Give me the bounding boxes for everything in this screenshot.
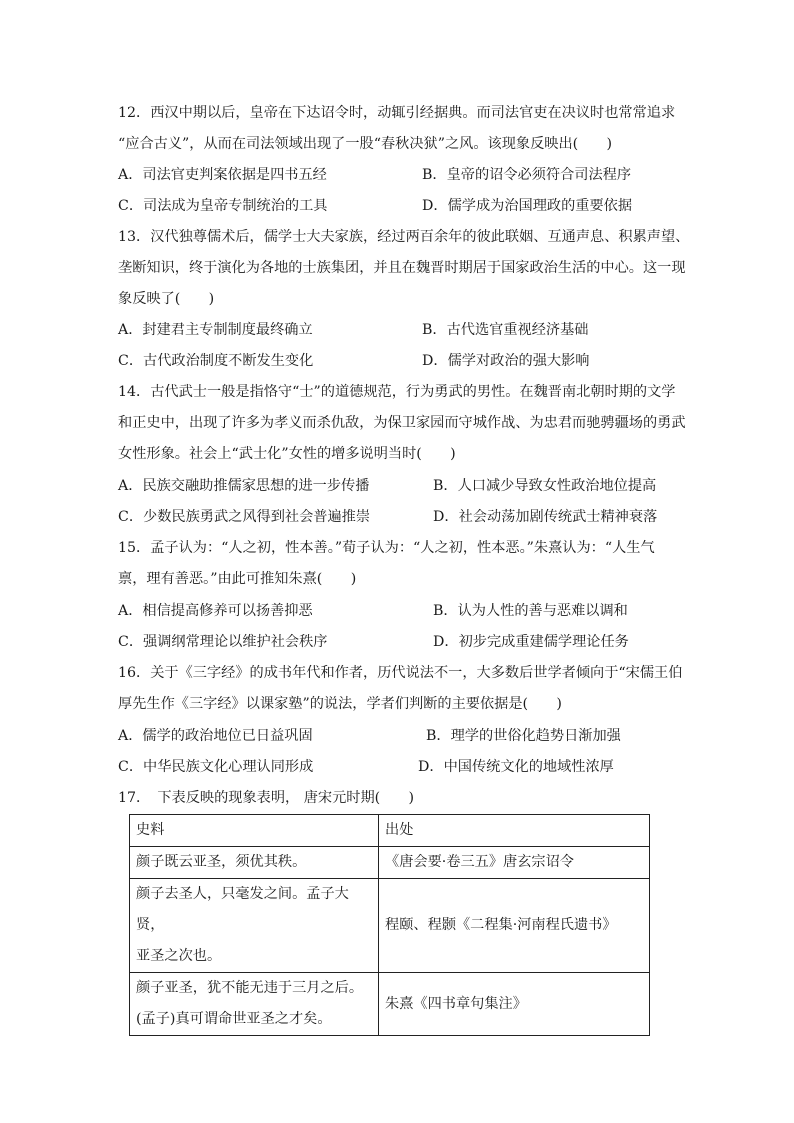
option-d: D．社会动荡加剧传统武士精神衰落 bbox=[433, 509, 658, 525]
question-stem-line: 和正史中，出现了许多为孝义而杀仇敌，为保卫家园而守城作战、为忠君而驰骋疆场的勇武 bbox=[118, 415, 686, 431]
question-stem-line: 象反映了( ) bbox=[118, 291, 215, 307]
table-cell-source: 程颐、程颢《二程集·河南程氏遗书》 bbox=[379, 879, 650, 973]
option-c: C．中华民族文化心理认同形成 bbox=[118, 759, 314, 775]
question-stem-line: 禀，理有善恶。”由此可推知朱熹( ) bbox=[118, 571, 357, 587]
question-stem-line: “应合古义”，从而在司法领域出现了一股“春秋决狱”之风。该现象反映出( ) bbox=[118, 136, 613, 152]
option-c: C．强调纲常理论以维护社会秩序 bbox=[118, 634, 328, 650]
question-stem-line: 12．西汉中期以后，皇帝在下达诏令时，动辄引经据典。而司法官吏在决议时也常常追求 bbox=[118, 105, 676, 121]
option-a: A．封建君主专制制度最终确立 bbox=[118, 322, 313, 338]
option-a: A．民族交融助推儒家思想的进一步传播 bbox=[118, 478, 370, 494]
material-line: 颜子亚圣，犹不能无违于三月之后。 bbox=[136, 980, 364, 996]
table-cell-material bbox=[130, 973, 379, 1036]
table-row bbox=[130, 973, 650, 1036]
material-line: 颜子既云亚圣，须优其秩。 bbox=[136, 854, 307, 870]
option-b: B．古代选官重视经济基础 bbox=[422, 322, 589, 338]
material-line: 亚圣之次也。 bbox=[136, 948, 222, 964]
material-line: 颜子去圣人，只毫发之间。孟子大贤， bbox=[136, 886, 349, 933]
source-table bbox=[129, 814, 650, 1036]
option-d: D．儒学成为治国理政的重要依据 bbox=[422, 198, 633, 214]
option-c: C．司法成为皇帝专制统治的工具 bbox=[118, 198, 328, 214]
table-header-material: 史料 bbox=[130, 815, 379, 847]
option-a: A．儒学的政治地位已日益巩固 bbox=[118, 728, 313, 744]
option-c: C．古代政治制度不断发生变化 bbox=[118, 353, 314, 369]
option-d: D．儒学对政治的强大影响 bbox=[422, 353, 590, 369]
option-b: B．理学的世俗化趋势日渐加强 bbox=[426, 728, 621, 744]
table-cell-source: 《唐会要·卷三五》唐玄宗诏令 bbox=[379, 847, 650, 879]
option-d: D．中国传统文化的地域性浓厚 bbox=[418, 759, 614, 775]
table-header-source: 出处 bbox=[379, 815, 650, 847]
question-stem-line: 13．汉代独尊儒术后，儒学士大夫家族，经过两百余年的彼此联姻、互通声息、积累声望、 bbox=[118, 229, 690, 245]
option-b: B．认为人性的善与恶难以调和 bbox=[433, 603, 628, 619]
option-c: C．少数民族勇武之风得到社会普遍推崇 bbox=[118, 509, 371, 525]
table-row bbox=[130, 847, 650, 879]
question-stem-line: 垄断知识，终于演化为各地的士族集团，并且在魏晋时期居于国家政治生活的中心。这一现 bbox=[118, 260, 686, 276]
question-stem-line: 17． 下表反映的现象表明， 唐宋元时期( ) bbox=[118, 790, 415, 806]
table-cell-material bbox=[130, 879, 379, 973]
option-d: D．初步完成重建儒学理论任务 bbox=[433, 634, 629, 650]
option-a: A．司法官吏判案依据是四书五经 bbox=[118, 167, 327, 183]
option-b: B．人口减少导致女性政治地位提高 bbox=[433, 478, 657, 494]
table-cell-source: 朱熹《四书章句集注》 bbox=[379, 973, 650, 1036]
question-stem-line: 14．古代武士一般是指恪守“士”的道德规范，行为勇武的男性。在魏晋南北朝时期的文学 bbox=[118, 384, 676, 400]
option-a: A．相信提高修养可以扬善抑恶 bbox=[118, 603, 313, 619]
option-b: B．皇帝的诏令必须符合司法程序 bbox=[422, 167, 632, 183]
question-stem-line: 女性形象。社会上“武士化”女性的增多说明当时( ) bbox=[118, 446, 456, 462]
material-line: (孟子)真可谓命世亚圣之才矣。 bbox=[136, 1011, 332, 1027]
question-stem-line: 16．关于《三字经》的成书年代和作者，历代说法不一，大多数后世学者倾向于“宋儒王伯 bbox=[118, 665, 683, 681]
table-row bbox=[130, 879, 650, 973]
table-header-row bbox=[130, 815, 650, 847]
table-cell-material bbox=[130, 847, 379, 879]
question-stem-line: 15．孟子认为：“人之初，性本善。”荀子认为：“人之初，性本恶。”朱熹认为：“人生气 bbox=[118, 540, 655, 556]
question-stem-line: 厚先生作《三字经》以课家塾”的说法，学者们判断的主要依据是( ) bbox=[118, 696, 562, 712]
